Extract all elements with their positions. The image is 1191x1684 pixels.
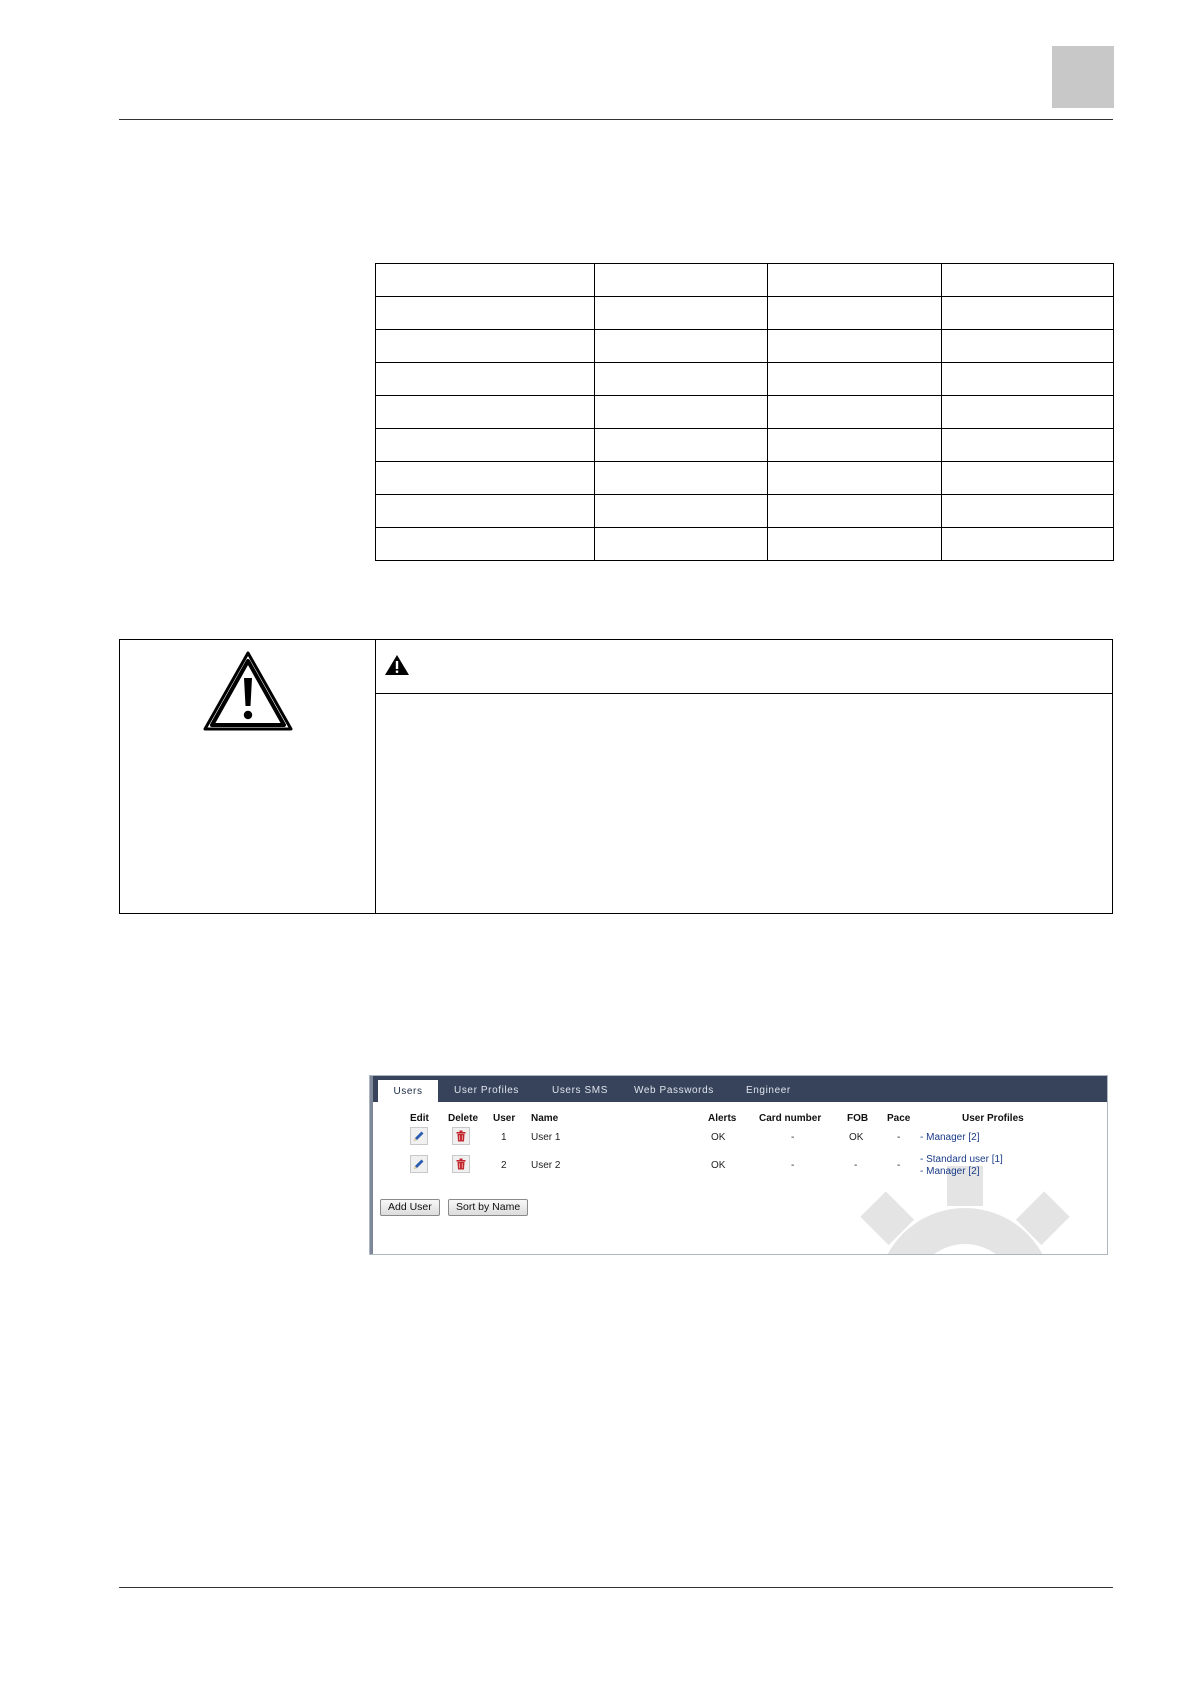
table-row bbox=[376, 330, 1114, 363]
tab-engineer[interactable]: Engineer bbox=[746, 1085, 791, 1096]
delete-button[interactable] bbox=[452, 1155, 470, 1173]
edit-button[interactable] bbox=[410, 1127, 428, 1145]
pencil-icon bbox=[413, 1130, 425, 1142]
warning-triangle-icon bbox=[384, 654, 410, 676]
card-number-value: - bbox=[791, 1160, 795, 1171]
table-row bbox=[376, 462, 1114, 495]
pace-value: - bbox=[897, 1160, 901, 1171]
column-header-edit: Edit bbox=[410, 1113, 429, 1124]
user-name: User 2 bbox=[531, 1160, 561, 1171]
user-number: 1 bbox=[501, 1132, 507, 1143]
table-row bbox=[376, 264, 1114, 297]
pencil-icon bbox=[413, 1158, 425, 1170]
column-header-user-profiles: User Profiles bbox=[962, 1113, 1024, 1124]
column-header-pace: Pace bbox=[887, 1113, 911, 1124]
trash-icon bbox=[455, 1158, 467, 1170]
column-header-delete: Delete bbox=[448, 1113, 479, 1124]
warning-heading-cell bbox=[376, 640, 1112, 694]
table-row bbox=[376, 297, 1114, 330]
column-header-name: Name bbox=[531, 1113, 559, 1124]
card-number-value: - bbox=[791, 1132, 795, 1143]
sort-by-name-button[interactable]: Sort by Name bbox=[448, 1199, 528, 1216]
column-header-fob: FOB bbox=[847, 1113, 869, 1124]
tab-bar bbox=[370, 1076, 1108, 1102]
table-row bbox=[376, 363, 1114, 396]
fob-status: OK bbox=[849, 1132, 864, 1143]
users-web-page bbox=[369, 1075, 1108, 1255]
table-row bbox=[376, 528, 1114, 561]
trash-icon bbox=[455, 1130, 467, 1142]
chapter-tab-marker bbox=[1052, 46, 1114, 108]
header-rule bbox=[119, 119, 1113, 120]
user-profile-link[interactable]: - Manager [2] bbox=[920, 1132, 980, 1143]
user-name: User 1 bbox=[531, 1132, 561, 1143]
column-header-user: User bbox=[493, 1113, 516, 1124]
column-header-alerts: Alerts bbox=[708, 1113, 737, 1124]
table-row bbox=[376, 495, 1114, 528]
warning-icon-cell bbox=[120, 640, 376, 913]
user-profile-link[interactable]: - Standard user [1] bbox=[920, 1154, 1003, 1165]
user-profile-link[interactable]: - Manager [2] bbox=[920, 1166, 980, 1177]
table-row bbox=[376, 429, 1114, 462]
tab-users-sms[interactable]: Users SMS bbox=[552, 1085, 608, 1096]
user-number: 2 bbox=[501, 1160, 507, 1171]
tab-web-passwords[interactable]: Web Passwords bbox=[634, 1085, 714, 1096]
alerts-status: OK bbox=[711, 1132, 726, 1143]
add-user-button[interactable]: Add User bbox=[380, 1199, 440, 1216]
edit-button[interactable] bbox=[410, 1155, 428, 1173]
footer-rule bbox=[119, 1587, 1113, 1588]
alerts-status: OK bbox=[711, 1160, 726, 1171]
column-header-card-number: Card number bbox=[759, 1113, 822, 1124]
tab-user-profiles[interactable]: User Profiles bbox=[454, 1085, 520, 1096]
frame-left-edge bbox=[370, 1076, 373, 1255]
warning-triangle-icon bbox=[202, 650, 294, 732]
table-row bbox=[376, 396, 1114, 429]
tab-users[interactable]: Users bbox=[378, 1080, 438, 1102]
pace-value: - bbox=[897, 1132, 901, 1143]
fob-status: - bbox=[854, 1160, 858, 1171]
delete-button[interactable] bbox=[452, 1127, 470, 1145]
empty-grid-table bbox=[375, 263, 1114, 561]
warning-box bbox=[119, 639, 1113, 914]
